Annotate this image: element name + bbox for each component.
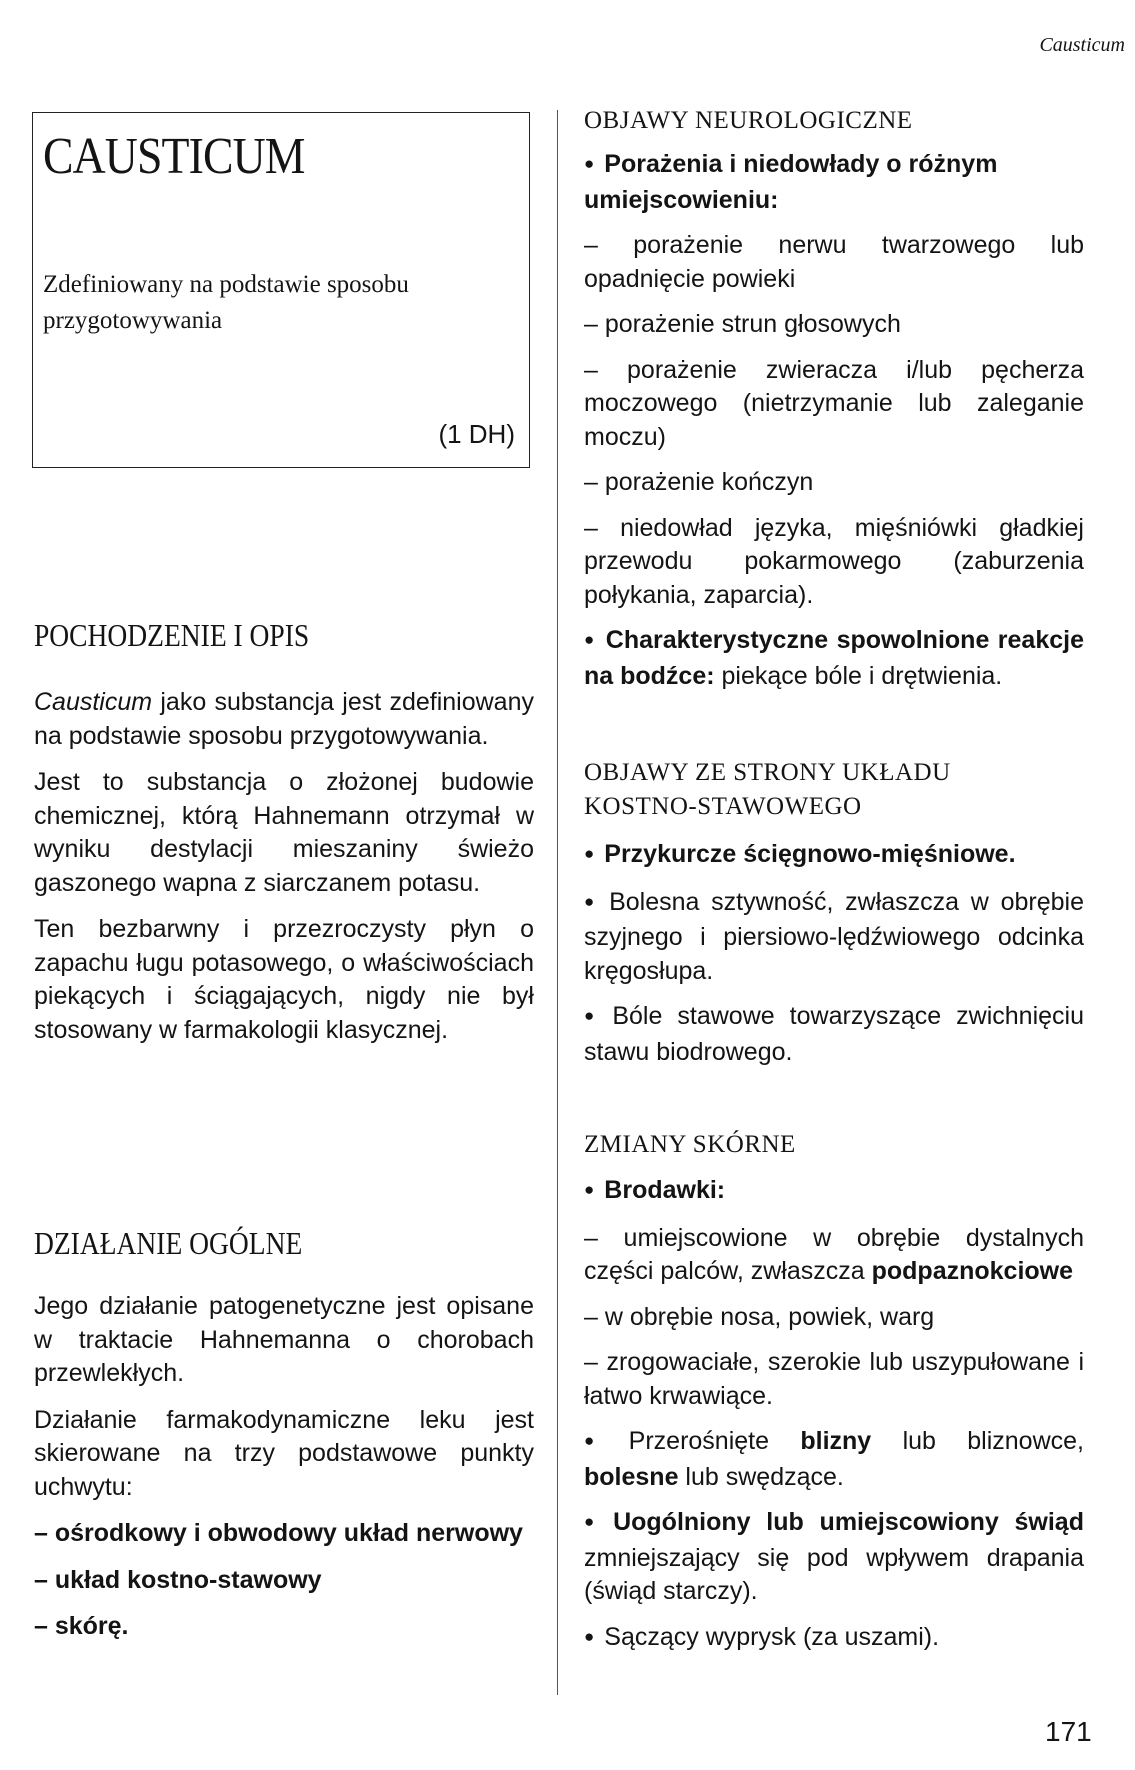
- subtitle-line: przygotowywania: [43, 307, 223, 334]
- bullet-item: [584, 1425, 1084, 1494]
- paragraph: Jego działanie patogenetyczne jest opisane w traktacie Hahnemanna o chorobach przewlekłych.: [34, 1292, 534, 1387]
- column-divider: [557, 110, 558, 1695]
- bullet-item: ● Bolesna sztywność, zwłaszcza w obrębie szyjnego i piersiowo-lędźwiowego odcinka kręgosłupa.: [584, 886, 1084, 989]
- paragraph-text: – umiejscowione w obrębie dystalnych części palców, zwłaszcza: [584, 1223, 1084, 1285]
- bullet-item: ● Bóle stawowe towarzyszące zwichnięciu stawu biodrowego.: [584, 1000, 1084, 1069]
- action-section: [34, 1290, 534, 1644]
- bold-text: Uogólniony lub umiejscowiony świąd: [613, 1508, 1084, 1536]
- bold-text: blizny: [800, 1427, 872, 1455]
- target-item: – układ kostno-stawowy: [34, 1565, 322, 1594]
- page-number: 171: [1045, 1716, 1092, 1747]
- bullet-item: ● Brodawki:: [584, 1174, 1084, 1210]
- bullet-item: [584, 1506, 1084, 1609]
- sub-heading-line: OBJAWY ZE STRONY UKŁADU: [584, 759, 951, 786]
- remedy-title: CAUSTICUM: [43, 128, 305, 185]
- target-item: – ośrodkowy i obwodowy układ nerwowy: [34, 1519, 523, 1547]
- bold-text: podpaznokciowe: [871, 1257, 1074, 1285]
- bold-text: bolesne: [584, 1462, 679, 1491]
- list-item: – w obrębie nosa, powiek, warg: [584, 1302, 935, 1331]
- paragraph-text: jako substancja jest zdefiniowany na podstawie sposobu przygotowywania.: [34, 688, 534, 750]
- neuro-section: [584, 104, 1084, 693]
- paragraph-text: lub bliznowce,: [871, 1427, 1084, 1455]
- subtitle-line: Zdefiniowany na podstawie sposobu: [43, 271, 409, 298]
- list-item: – porażenie strun głosowych: [584, 310, 901, 338]
- bullet-item: ● Sączący wyprysk (za uszami).: [584, 1621, 1084, 1657]
- bone-section: [584, 756, 1084, 1069]
- paragraph: [34, 686, 534, 753]
- section-heading-action: DZIAŁANIE OGÓLNE: [34, 1225, 303, 1261]
- list-item: – niedowład języka, mięśniówki gładkiej przewodu pokarmowego (zaburzenia połykania, zaparcia).: [584, 513, 1084, 609]
- sub-heading-bone: [584, 756, 1084, 824]
- bullet-item: [584, 624, 1084, 693]
- section-heading-origin: POCHODZENIE I OPIS: [34, 617, 310, 653]
- sub-heading-skin: ZMIANY SKÓRNE: [584, 1131, 796, 1158]
- sub-heading-line: KOSTNO-STAWOWEGO: [584, 793, 862, 820]
- paragraph: Działanie farmakodynamiczne leku jest skierowane na trzy podstawowe punkty uchwytu:: [34, 1405, 534, 1501]
- paragraph-text: Przerośnięte: [628, 1427, 801, 1455]
- bullet-item: ● Porażenia i niedowłady o różnym umiejscowieniu:: [584, 148, 1084, 217]
- list-item: – porażenie kończyn: [584, 468, 814, 496]
- title-box: [32, 112, 530, 468]
- target-item: – skórę.: [34, 1612, 129, 1640]
- bullet-item: ● Przykurcze ścięgnowo-mięśniowe.: [584, 838, 1084, 874]
- origin-section: [34, 686, 534, 1047]
- paragraph-text: piekące bóle i drętwienia.: [714, 661, 1003, 690]
- list-item: – zrogowaciałe, szerokie lub uszypułowane i łatwo krwawiące.: [584, 1348, 1084, 1410]
- paragraph-text: lub swędzące.: [678, 1462, 844, 1491]
- list-item: – porażenie zwieracza i/lub pęcherza moczowego (nietrzymanie lub zaleganie moczu): [584, 355, 1084, 451]
- remedy-subtitle: [43, 267, 503, 339]
- running-head: Causticum: [1039, 34, 1125, 56]
- skin-section: [584, 1128, 1084, 1656]
- paragraph: Ten bezbarwny i przezroczysty płyn o zapachu ługu potasowego, o właściwościach piekących i ściągających, nigdy nie był stosowany w farmakologii klasycznej.: [34, 915, 534, 1044]
- paragraph-text: zmniejszający się pod wpływem drapania (świąd starczy).: [584, 1543, 1084, 1605]
- sub-heading-neuro: OBJAWY NEUROLOGICZNE: [584, 107, 913, 134]
- list-item: – porażenie nerwu twarzowego lub opadnięcie powieki: [584, 231, 1084, 293]
- remedy-name: Causticum: [34, 688, 153, 716]
- bold-text: Charakterystyczne spowolnione reakcje na bodźce:: [584, 626, 1084, 690]
- paragraph: Jest to substancja o złożonej budowie chemicznej, którą Hahnemann otrzymał w wyniku destylacji mieszaniny świeżo gaszonego wapna z siarczanem potasu.: [34, 768, 534, 897]
- potency-label: (1 DH): [438, 419, 515, 449]
- list-item: [584, 1222, 1084, 1289]
